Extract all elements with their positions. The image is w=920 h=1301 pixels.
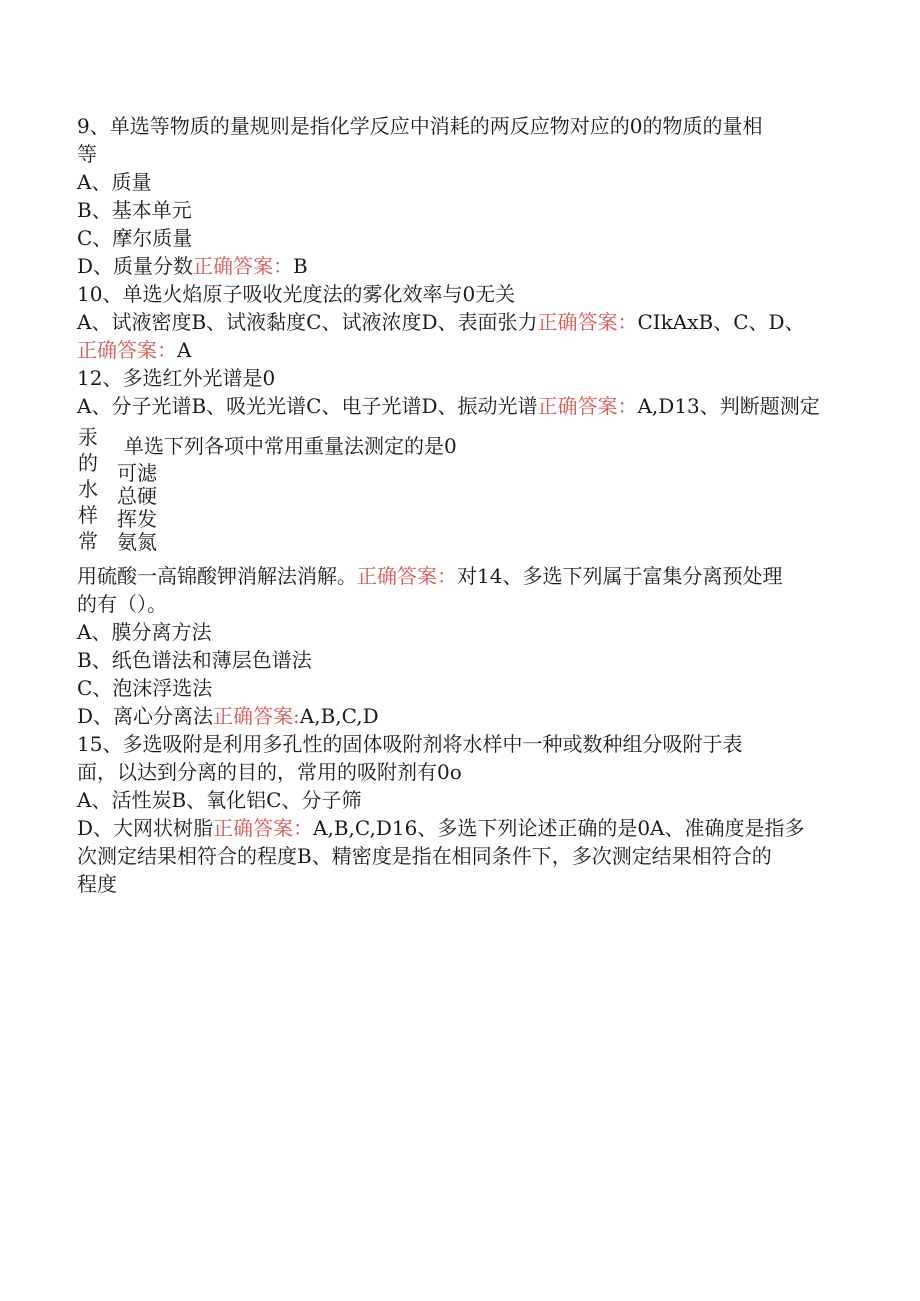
answer-label: 正确答案: — [213, 704, 300, 728]
vertical-char: 的 — [78, 451, 98, 475]
answer-value: A,B,C,D — [299, 704, 379, 728]
question-15-stem-cont: 面，以达到分离的目的，常用的吸附剂有0o — [77, 760, 462, 784]
vertical-text-column — [78, 424, 100, 554]
question-9-option-b: B、基本单元 — [77, 198, 192, 222]
question-14-option-b: B、纸色谱法和薄层色谱法 — [77, 648, 312, 672]
answer-label: 正确答案： — [193, 254, 294, 278]
option-stack — [117, 462, 157, 554]
answer-label: 正确答案： — [537, 394, 638, 418]
stack-item: 挥发 — [117, 507, 157, 531]
question-14-stem-cont: 的有（）。 — [77, 592, 167, 616]
vertical-char: 汞 — [78, 425, 98, 449]
body-text: 用硫酸一高锦酸钾消解法消解。 — [77, 564, 357, 588]
stack-item: 可滤 — [117, 461, 157, 485]
option-text: A、分子光谱B、吸光光谱C、电子光谱D、振动光谱 — [77, 394, 538, 418]
option-text: D、质量分数 — [77, 254, 194, 278]
answer-label: 正确答案： — [357, 564, 457, 588]
option-text: D、大网状树脂 — [77, 816, 214, 840]
question-12-options — [77, 392, 820, 420]
answer-value: CIkAxB、C、D、 — [637, 310, 805, 334]
question-9-option-a: A、质量 — [77, 170, 152, 194]
question-14-option-a: A、膜分离方法 — [77, 620, 212, 644]
vertical-char: 水 — [78, 477, 98, 501]
question-13-body — [77, 562, 782, 590]
option-text: D、离心分离法 — [77, 704, 214, 728]
answer-value: A — [177, 338, 192, 362]
stack-item: 氨氮 — [117, 530, 157, 554]
question-15-options: A、活性炭B、氧化铝C、分子筛 — [77, 788, 362, 812]
question-14-option-d — [77, 702, 379, 730]
option-text: A、试液密度B、试液黏度C、试液浓度D、表面张力 — [77, 310, 538, 334]
question-15-option-d — [77, 814, 805, 842]
question-11-answer — [77, 336, 191, 364]
answer-label: 正确答案： — [213, 816, 314, 840]
question-16-text: 次测定结果相符合的程度B、精密度是指在相同条件下，多次测定结果相符合的 — [77, 844, 772, 868]
question-15-stem: 15、多选吸附是利用多孔性的固体吸附剂将水样中一种或数种组分吸附于表 — [77, 732, 743, 756]
answer-label: 正确答案： — [77, 338, 177, 362]
vertical-char: 常 — [78, 529, 98, 553]
vertical-char: 样 — [78, 503, 98, 527]
answer-value: A,B,C,D16、多选下列论述正确的是0A、准确度是指多 — [313, 816, 805, 840]
answer-value: 对14、多选下列属于富集分离预处理 — [457, 564, 783, 588]
question-12-stem: 12、多选红外光谱是0 — [77, 366, 276, 390]
answer-label: 正确答案： — [537, 310, 638, 334]
answer-value: B — [293, 254, 308, 278]
question-14-option-c: C、泡沫浮选法 — [77, 676, 213, 700]
question-9-option-c: C、摩尔质量 — [77, 226, 193, 250]
question-10-stem: 10、单选火焰原子吸收光度法的雾化效率与0无关 — [77, 282, 516, 306]
question-16-text-cont: 程度 — [77, 872, 117, 896]
answer-value: A,D13、判断题测定 — [637, 394, 820, 418]
stack-item: 总硬 — [117, 484, 157, 508]
inner-question: 单选下列各项中常用重量法测定的是0 — [124, 434, 457, 458]
question-10-options — [77, 308, 805, 336]
question-9-stem: 9、单选等物质的量规则是指化学反应中消耗的两反应物对应的0的物质的量相 — [77, 114, 763, 138]
question-9-option-d — [77, 252, 308, 280]
question-9-stem-cont: 等 — [77, 142, 97, 166]
